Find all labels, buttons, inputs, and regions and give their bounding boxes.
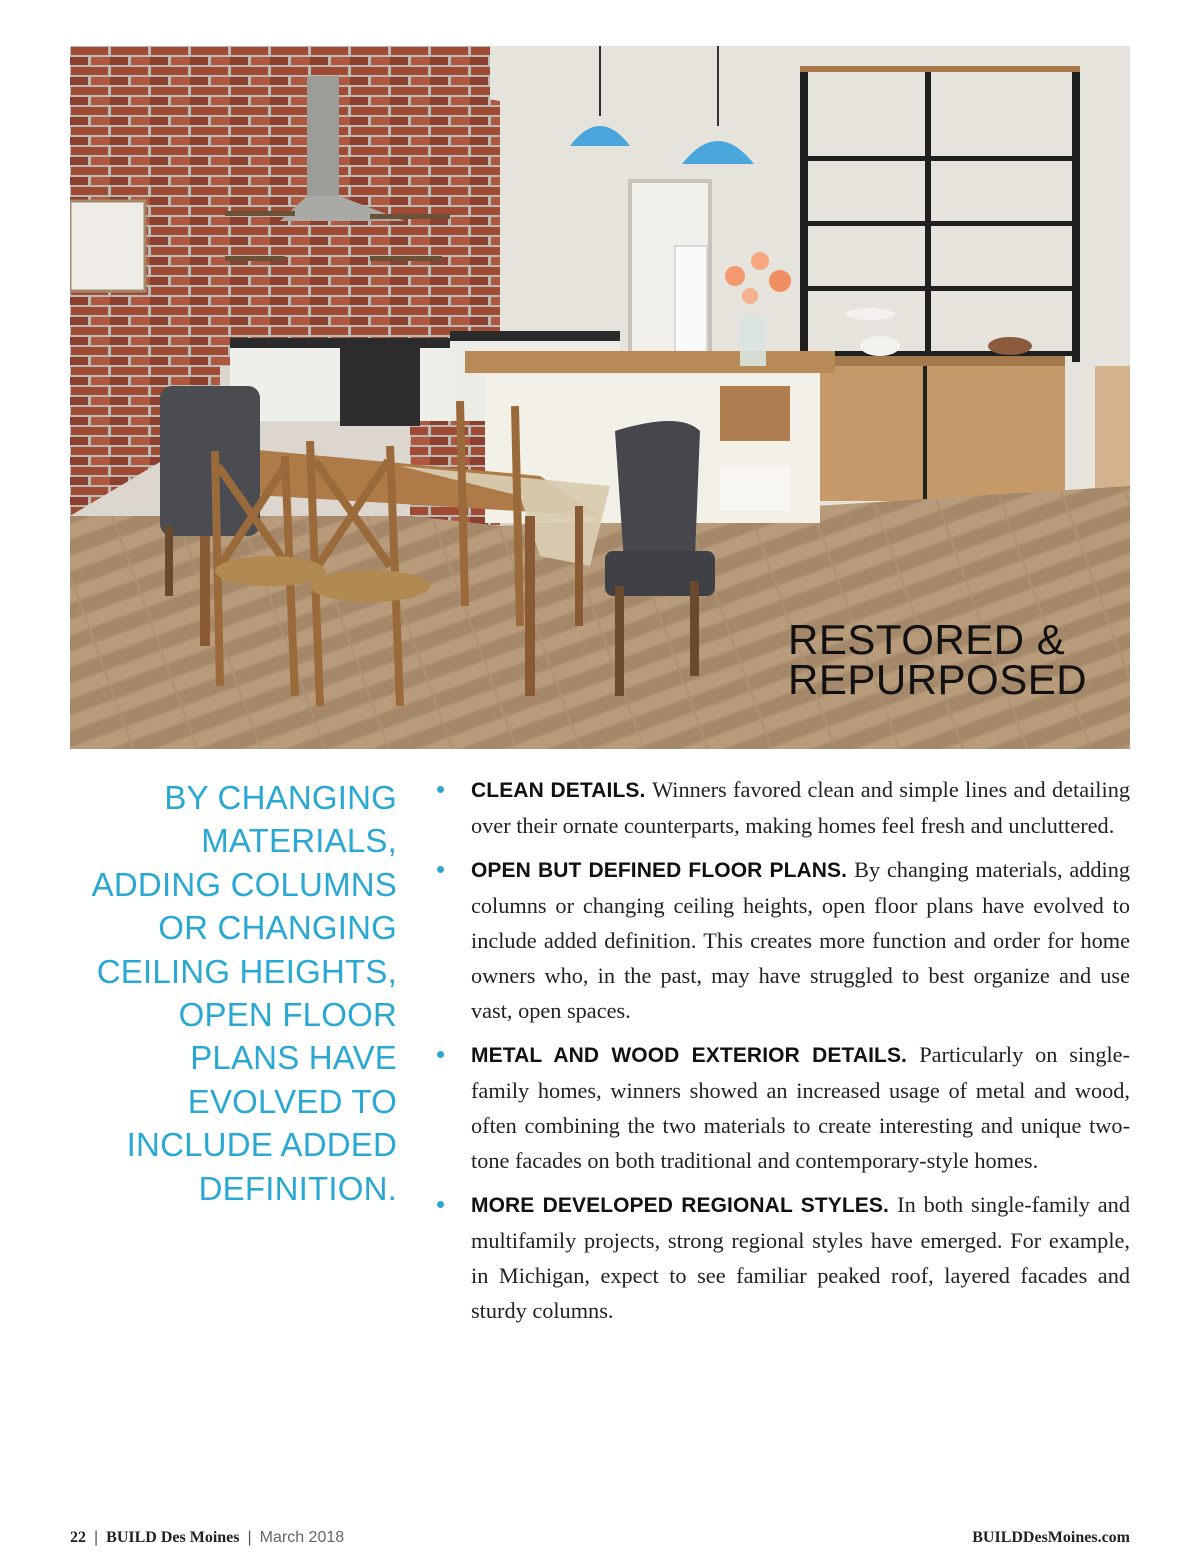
- kitchen-photo: [70, 46, 1130, 749]
- photo-caption-line: REPURPOSED: [788, 656, 1088, 703]
- bullet-text: Particularly on single-family homes, winners showed an increased usage of metal and wood, often combining the two materials to create interesting and unique two-tone facades on both traditional and contemporary-style homes.: [471, 1042, 1130, 1173]
- page-number: 22: [70, 1529, 86, 1546]
- bullet-icon: •: [436, 1039, 446, 1069]
- issue-date: March 2018: [259, 1529, 345, 1546]
- bullet-item: [436, 1037, 1130, 1178]
- pull-quote-line: DEFINITION.: [198, 1169, 397, 1207]
- publication-name: BUILD Des Moines: [106, 1529, 240, 1546]
- bullet-heading: MORE DEVELOPED REGIONAL STYLES.: [471, 1194, 898, 1217]
- bullet-item: [436, 772, 1130, 843]
- bullet-text: In both single-family and multifamily projects, strong regional styles have emerged. For example, in Michigan, expect to see familiar peaked roof, layered facades and sturdy columns.: [471, 1192, 1130, 1323]
- bullet-heading: METAL AND WOOD EXTERIOR DETAILS.: [471, 1044, 920, 1067]
- photo-caption: [788, 616, 1130, 703]
- bullet-heading: OPEN BUT DEFINED FLOOR PLANS.: [471, 859, 855, 882]
- bullet-icon: •: [436, 854, 446, 884]
- bullet-text: By changing materials, adding columns or changing ceiling heights, open floor plans have evolved to include added definition. This creates more function and order for home owners who, in the past, may have struggled to best organize and use vast, open spaces.: [471, 857, 1131, 1023]
- bullet-list: [436, 772, 1130, 1337]
- pull-quote-line: MATERIALS,: [201, 822, 397, 860]
- footer-separator: |: [94, 1529, 99, 1546]
- bullet-icon: •: [436, 1189, 446, 1219]
- pull-quote-line: OR CHANGING: [158, 909, 397, 947]
- pull-quote-line: CEILING HEIGHTS,: [96, 952, 397, 990]
- pull-quote-line: ADDING COLUMNS: [91, 865, 397, 903]
- page-footer: [70, 1529, 344, 1547]
- pull-quote-line: PLANS HAVE: [190, 1039, 397, 1077]
- pull-quote-line: OPEN FLOOR: [178, 996, 397, 1034]
- pull-quote: [60, 776, 397, 1210]
- pull-quote-line: INCLUDE ADDED: [126, 1126, 397, 1164]
- pull-quote-line: BY CHANGING: [164, 779, 397, 816]
- pull-quote-line: EVOLVED TO: [187, 1082, 397, 1120]
- bullet-icon: •: [436, 774, 446, 804]
- website-link[interactable]: BUILDDesMoines.com: [972, 1529, 1130, 1546]
- bullet-item: [436, 852, 1130, 1028]
- bullet-text: Winners favored clean and simple lines and detailing over their ornate counterparts, making homes feel fresh and uncluttered.: [471, 777, 1130, 838]
- photo-caption-line: RESTORED &: [788, 616, 1066, 663]
- bullet-heading: CLEAN DETAILS.: [471, 779, 653, 802]
- bullet-item: [436, 1187, 1130, 1328]
- footer-separator: |: [247, 1529, 252, 1546]
